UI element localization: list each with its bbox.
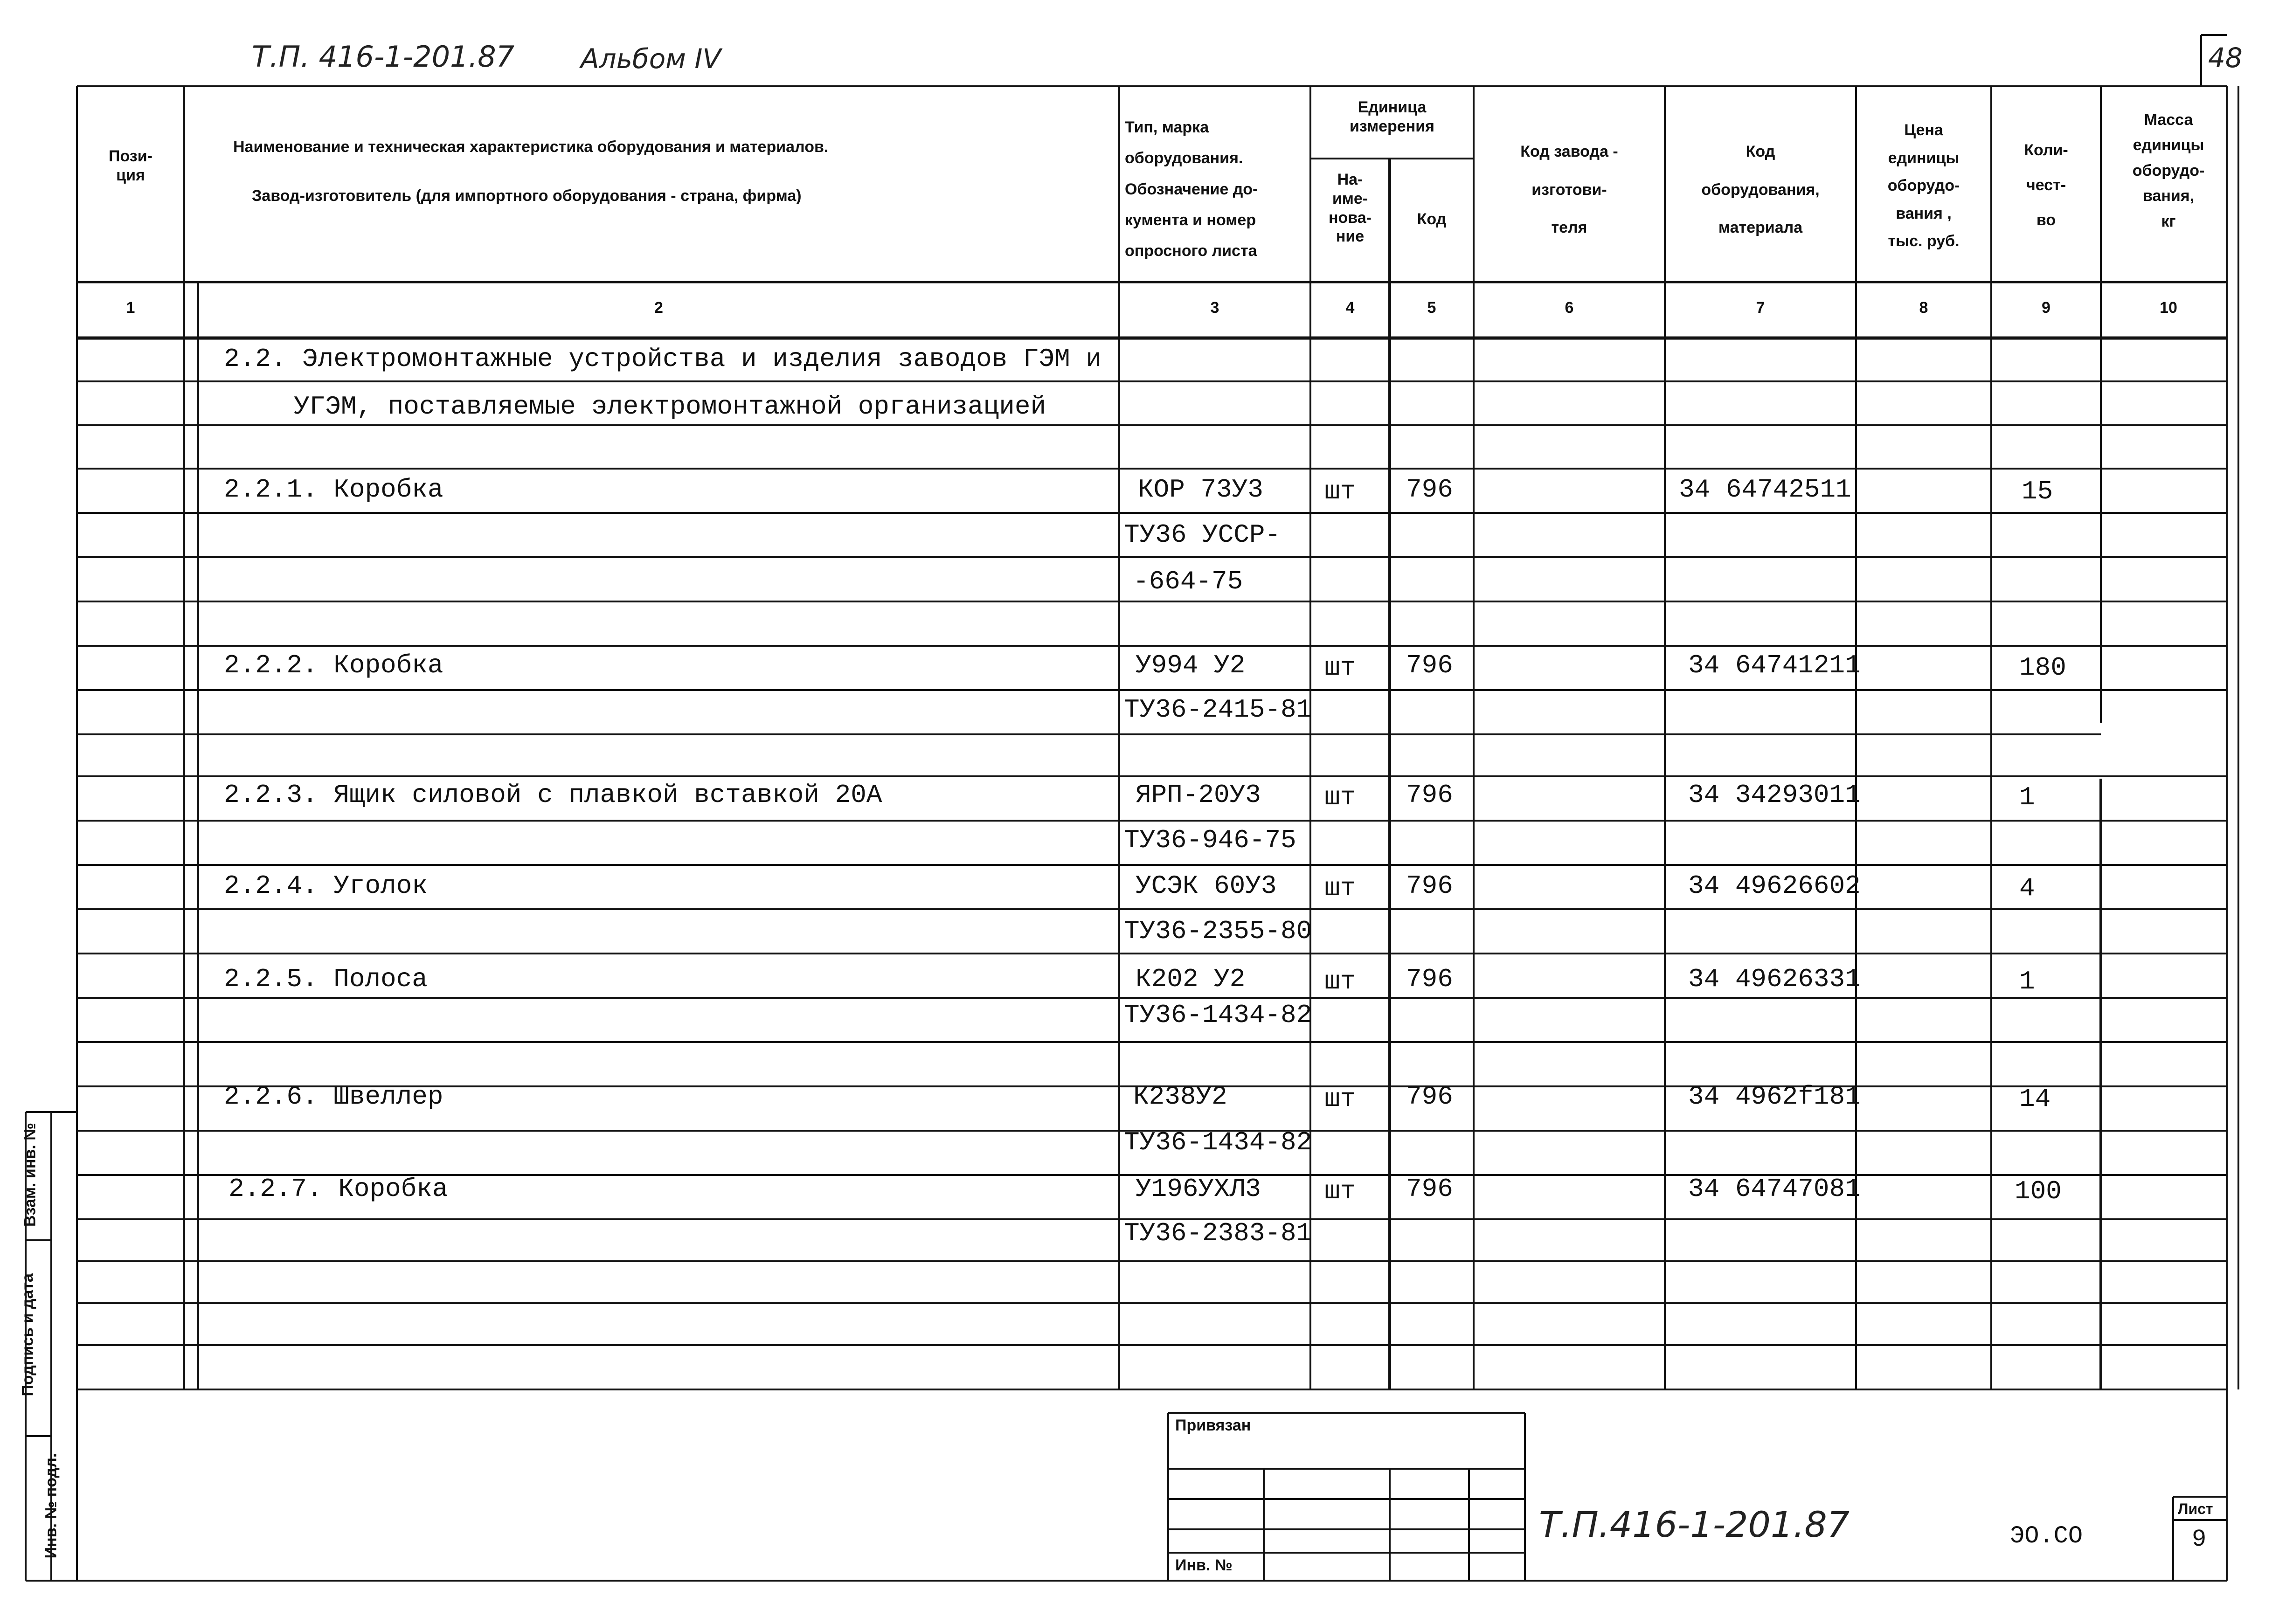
section-title-line2: УГЭМ, поставляемые электромонтажной организацией bbox=[294, 392, 1046, 422]
item-type: ТУ36 УССР- bbox=[1124, 520, 1281, 550]
item-type: УСЭК 60У3 bbox=[1136, 871, 1277, 901]
header-mass: Масса единицы оборудо- вания, кг bbox=[2132, 111, 2205, 230]
item-unit-code: 796 bbox=[1406, 964, 1453, 994]
item-quantity: 100 bbox=[2015, 1176, 2062, 1206]
item-equipment-code: 34 64742511 bbox=[1679, 475, 1851, 504]
item-unit: шт bbox=[1324, 873, 1356, 903]
item-name: 2.2.2. Коробка bbox=[224, 650, 443, 680]
item-equipment-code: 34 34293011 bbox=[1688, 780, 1861, 810]
item-type: ТУ36-1434-82 bbox=[1124, 1000, 1312, 1030]
page-number: 9 bbox=[2192, 1526, 2207, 1553]
header-name-line2: Завод-изготовитель (для импортного оборудования - страна, фирма) bbox=[252, 187, 802, 205]
header-quantity: Коли- чест- во bbox=[2024, 141, 2068, 229]
header-unit-name: На- име- нова- ние bbox=[1329, 171, 1372, 246]
item-unit: шт bbox=[1324, 653, 1356, 683]
stamp-replacement-inv: Взам. инв. № bbox=[21, 1122, 39, 1227]
item-quantity: 14 bbox=[2019, 1084, 2051, 1114]
item-equipment-code: 34 64747081 bbox=[1688, 1174, 1861, 1204]
item-unit-code: 796 bbox=[1406, 1174, 1453, 1204]
header-price: Цена единицы оборудо- вания , тыс. руб. bbox=[1887, 121, 1960, 250]
item-unit: шт bbox=[1324, 782, 1356, 812]
item-name: 2.2.5. Полоса bbox=[224, 964, 428, 994]
column-number: 1 bbox=[126, 299, 135, 317]
item-unit-code: 796 bbox=[1406, 871, 1453, 901]
item-quantity: 180 bbox=[2019, 653, 2066, 683]
item-name: 2.2.7. Коробка bbox=[229, 1174, 448, 1204]
item-unit-code: 796 bbox=[1406, 650, 1453, 680]
item-type: ТУ36-2355-80 bbox=[1124, 916, 1312, 946]
header-name-line1: Наименование и техническая характеристика оборудования и материалов. bbox=[233, 138, 829, 156]
header-equipment-code: Код оборудования, материала bbox=[1701, 143, 1820, 237]
column-number: 5 bbox=[1427, 299, 1436, 317]
document-code: Т.П. 416-1-201.87 bbox=[252, 40, 515, 74]
item-unit: шт bbox=[1324, 1176, 1356, 1206]
item-type: ЯРП-20У3 bbox=[1136, 780, 1261, 810]
item-equipment-code: 34 49626331 bbox=[1688, 964, 1861, 994]
item-type: КОР 73У3 bbox=[1138, 475, 1263, 504]
header-unit-code: Код bbox=[1417, 210, 1447, 228]
item-name: 2.2.6. Швеллер bbox=[224, 1082, 443, 1112]
item-type: К238У2 bbox=[1133, 1082, 1227, 1112]
item-type: ТУ36-946-75 bbox=[1124, 825, 1296, 855]
column-number: 3 bbox=[1210, 299, 1219, 317]
header-unit-group: Единица измерения bbox=[1350, 98, 1434, 135]
column-number: 9 bbox=[2042, 299, 2050, 317]
column-number: 4 bbox=[1345, 299, 1355, 317]
item-type: У196УХЛ3 bbox=[1136, 1174, 1261, 1204]
item-unit-code: 796 bbox=[1406, 1082, 1453, 1112]
item-quantity: 15 bbox=[2022, 477, 2053, 506]
item-quantity: 4 bbox=[2019, 873, 2035, 903]
stamp-inv-original: Инв. № подл. bbox=[42, 1453, 60, 1559]
stamp-signature-date: Подпись и дата bbox=[19, 1273, 37, 1396]
doc-mark: ЭО.СО bbox=[2010, 1522, 2083, 1550]
item-unit: шт bbox=[1324, 1084, 1356, 1114]
item-quantity: 1 bbox=[2019, 782, 2035, 812]
column-number: 8 bbox=[1919, 299, 1928, 317]
item-equipment-code: 34 4962f181 bbox=[1688, 1082, 1861, 1112]
sheet-label: Лист bbox=[2178, 1500, 2213, 1517]
section-title-line1: 2.2. Электромонтажные устройства и изделия заводов ГЭМ и bbox=[224, 344, 1101, 374]
attached-label: Привязан bbox=[1175, 1417, 1251, 1434]
column-number: 7 bbox=[1756, 299, 1765, 317]
item-type: ТУ36-2415-81 bbox=[1124, 695, 1312, 725]
item-type: К202 У2 bbox=[1136, 964, 1246, 994]
item-quantity: 1 bbox=[2019, 967, 2035, 996]
column-number: 2 bbox=[654, 299, 663, 317]
item-type: ТУ36-2383-81 bbox=[1124, 1218, 1312, 1248]
item-type: У994 У2 bbox=[1136, 650, 1246, 680]
item-equipment-code: 34 64741211 bbox=[1688, 650, 1861, 680]
item-name: 2.2.4. Уголок bbox=[224, 871, 428, 901]
column-number: 6 bbox=[1565, 299, 1574, 317]
item-unit: шт bbox=[1324, 477, 1356, 506]
column-number: 10 bbox=[2160, 299, 2177, 317]
item-name: 2.2.1. Коробка bbox=[224, 475, 443, 504]
header-position: Пози- ция bbox=[109, 147, 152, 184]
inventory-number-label: Инв. № bbox=[1175, 1556, 1233, 1574]
item-type: -664-75 bbox=[1133, 567, 1243, 596]
sheet-number: 48 bbox=[2208, 42, 2243, 74]
item-unit: шт bbox=[1324, 967, 1356, 996]
item-unit-code: 796 bbox=[1406, 780, 1453, 810]
header-plant-code: Код завода - изготови- теля bbox=[1520, 143, 1618, 237]
album-label: Альбом IV bbox=[581, 43, 721, 75]
header-type: Тип, марка оборудования. Обозначение до- кумента и номер опросного листа bbox=[1125, 118, 1258, 260]
item-unit-code: 796 bbox=[1406, 475, 1453, 504]
item-name: 2.2.3. Ящик силовой с плавкой вставкой 20А bbox=[224, 780, 882, 810]
item-type: ТУ36-1434-82 bbox=[1124, 1127, 1312, 1157]
title-block-doc-code: Т.П.416-1-201.87 bbox=[1539, 1504, 1850, 1545]
item-equipment-code: 34 49626602 bbox=[1688, 871, 1861, 901]
